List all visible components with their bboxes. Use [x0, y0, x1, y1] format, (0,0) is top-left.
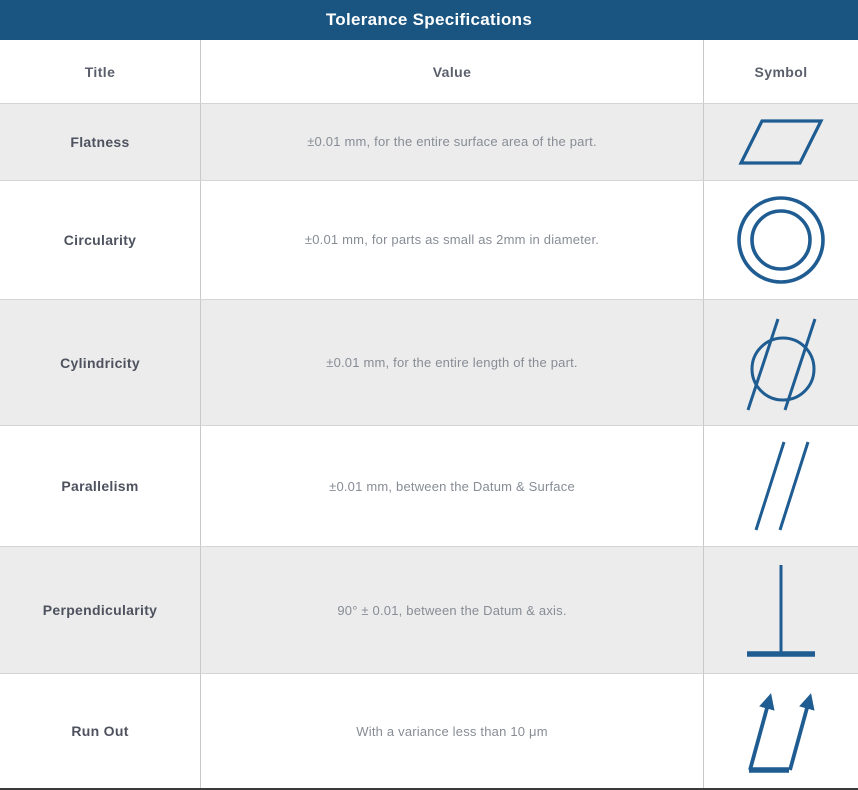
row-value: ±0.01 mm, between the Datum & Surface: [200, 426, 704, 546]
row-title: Perpendicularity: [42, 602, 158, 619]
table-row-perpendicularity: [0, 546, 858, 673]
symbol-cell: [704, 181, 858, 299]
row-value: ±0.01 mm, for parts as small as 2mm in diameter.: [200, 181, 704, 299]
circularity-concentric-circles-icon: [735, 194, 827, 286]
row-title: Flatness: [70, 133, 130, 150]
table-row-cylindricity: [0, 299, 858, 426]
column-header-value: Value: [200, 40, 704, 103]
table-title: Tolerance Specifications: [325, 10, 533, 29]
symbol-cell: [704, 300, 858, 426]
runout-double-arrow-icon: [743, 687, 819, 775]
row-title: Cylindricity: [60, 354, 140, 371]
symbol-cell: [704, 426, 858, 546]
symbol-cell: [704, 674, 858, 788]
row-value: ±0.01 mm, for the entire surface area of the part.: [200, 104, 704, 180]
row-value: ±0.01 mm, for the entire length of the part.: [200, 300, 704, 426]
perpendicularity-tee-icon: [741, 560, 821, 660]
cylindricity-circle-slashes-icon: [739, 313, 823, 413]
row-title: Parallelism: [61, 478, 139, 495]
column-header-symbol: Symbol: [754, 63, 808, 80]
parallelism-double-slash-icon: [750, 439, 812, 533]
table-row-circularity: [0, 180, 858, 299]
column-header-title: Title: [84, 63, 116, 80]
column-header-row: [0, 40, 858, 103]
row-value: With a variance less than 10 μm: [200, 674, 704, 788]
row-title: Circularity: [63, 231, 137, 248]
symbol-cell: [704, 104, 858, 180]
table-row-parallelism: [0, 425, 858, 546]
table-row-run-out: [0, 673, 858, 788]
row-title: Run Out: [71, 723, 129, 740]
row-value: 90° ± 0.01, between the Datum & axis.: [200, 547, 704, 673]
table-header-bar: [0, 0, 858, 40]
flatness-parallelogram-icon: [738, 117, 824, 167]
symbol-cell: [704, 547, 858, 673]
table-row-flatness: [0, 103, 858, 180]
